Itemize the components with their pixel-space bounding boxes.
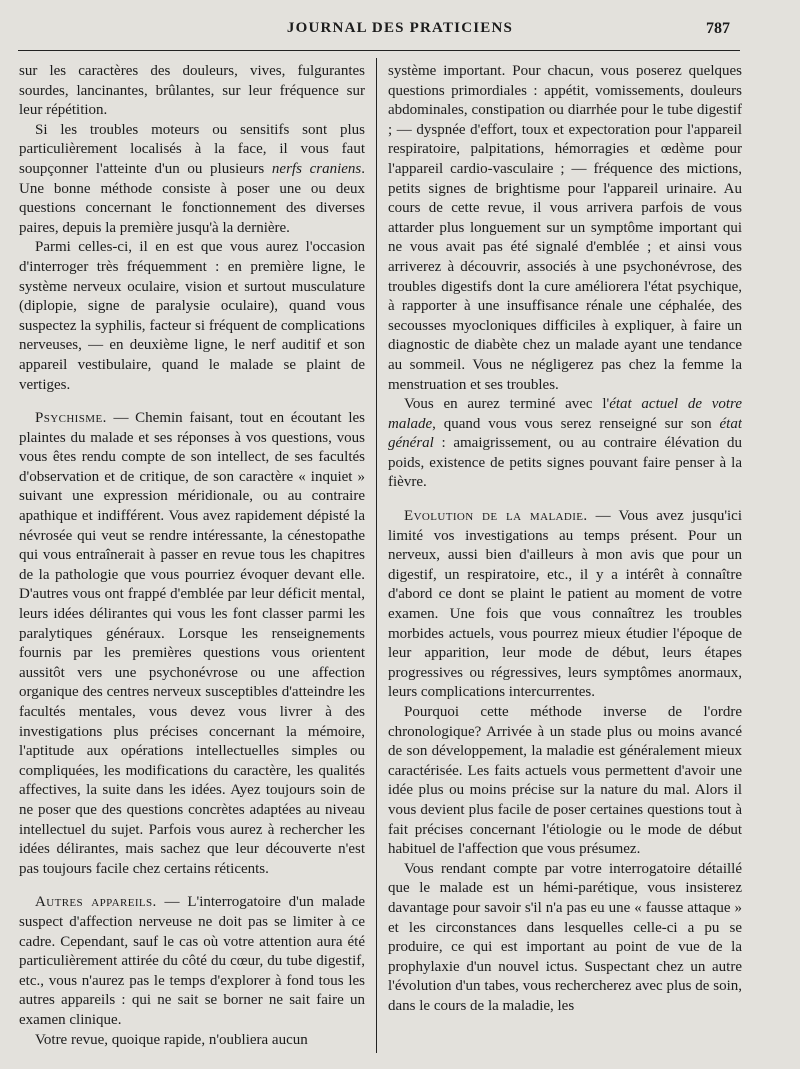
page-header bbox=[0, 12, 800, 42]
italic-term: état général bbox=[388, 415, 742, 452]
page-number: 787 bbox=[706, 20, 730, 37]
section-psychisme bbox=[19, 409, 365, 879]
text-run: , quand vous vous serez renseigné sur son bbox=[432, 415, 720, 432]
paragraph: sur les caractères des douleurs, vives, fulgurantes sourdes, lancinantes, brûlantes, sur leur fréquence sur leur répétition. bbox=[19, 63, 365, 119]
section-autres-appareils bbox=[19, 893, 365, 1030]
paragraph-etat-actuel bbox=[388, 395, 742, 493]
journal-title: JOURNAL DES PRATICIENS bbox=[286, 20, 514, 36]
paragraph-nerfs-craniens bbox=[19, 121, 365, 239]
paragraph: système important. Pour chacun, vous poserez quelques questions primordiales : appétit, vomissements, douleurs abdominales, constipation ou diarrhée pour le tube digestif ; — dyspnée d'effort, toux et expectoration pour l'appareil respiratoire, palpitations, hémorragies et œdème pour l'appareil cardio-vasculaire ; — fréquence des mictions, petits signes de brightisme pour l'appareil urinaire. Au cours de cette revue, il vous arrivera parfois de vous attarder plus longuement sur un symptôme important qui ne vous avait pas été signalé d'emblée ; et ainsi vous arriverez à découvrir, associés à une psychonévrose, des troubles digestifs dont la cure améliorera l'état psychique, à rapporter à une insuffisance rénale une céphalée, des secousses myocloniques difficiles à expliquer, à faire un diagnostic de diabète chez un malade ayant une tendance au sommeil. Vous ne négligerez pas chez la femme la menstruation et ses troubles. bbox=[388, 63, 742, 393]
paragraph: Parmi celles-ci, il en est que vous aurez l'occasion d'interroger très fréquemment : en première ligne, le système nerveux oculaire, vision et surtout musculature (diplopie, signe de paralysie oculaire), quand vous suspectez la syphilis, facteur si fréquent de complications nerveuses, — en deuxième ligne, le nerf auditif et son appareil vestibulaire, quand le malade se plaint de vertiges. bbox=[19, 239, 365, 393]
text-run: . Une bonne méthode consiste à poser une ou deux questions concernant le fonctionnement des diverses paires, depuis la première jusqu'à la dernière. bbox=[19, 160, 365, 236]
italic-term: nerfs craniens bbox=[271, 160, 362, 177]
right-column bbox=[388, 62, 742, 1052]
column-divider bbox=[376, 58, 377, 1053]
section-heading: Evolution de la maladie. bbox=[404, 508, 588, 525]
text-run: : amaigrissement, ou au contraire élévation du poids, existence de petits signes pouvant faire penser à la fièvre. bbox=[388, 435, 742, 491]
section-evolution bbox=[388, 507, 742, 703]
paragraph: Pourquoi cette méthode inverse de l'ordre chronologique? Arrivée à un stade plus ou moins avancé de son développement, la maladie est généralement mieux caractérisée. Les faits actuels vous permettent d'avoir une idée plus ou moins précise sur la nature du mal. Alors il vous devient plus facile de poser certaines questions tout à fait précises concernant l'étiologie ou le mode de début habituel de l'affection que vous présumez. bbox=[388, 704, 742, 858]
header-rule bbox=[18, 50, 740, 51]
text-run: Vous en aurez terminé avec l' bbox=[404, 396, 610, 413]
left-column bbox=[19, 62, 365, 1052]
paragraph: Votre revue, quoique rapide, n'oubliera aucun bbox=[35, 1031, 308, 1048]
section-text: — Chemin faisant, tout en écoutant les plaintes du malade et ses réponses à vos questions, vous vous êtes rendu compte de son intellect, de ses facultés d'observation et de critique, de son caractère « inquiet » suivant une expression méridionale, ou au contraire apathique et indifférent. Vous avez rapidement dépisté la névrosée qui veut se rendre intéressante, la cénestopathe qui vous entraînerait à passer en revue tous les chapitres de la pathologie que vous pourriez évoquer devant elle. D'autres vous ont frappé d'emblée par leur déficit mental, leurs idées délirantes qui vous les font classer parmi les paralytiques généraux. Lorsque les renseignements fournis par les premières questions vous orientent aussitôt vers une psychonévrose ou une affection organique des centres nerveux susceptibles d'atteindre les facultés mentales, vous devez vous livrer à des investigations plus précises concernant la mémoire, l'aptitude aux opérations intellectuelles simples ou compliquées, les modifications du caractère, les qualités affectives, la suite dans les idées. Ayez toujours soin de ne poser que des questions concrètes adaptées au niveau intellectuel du sujet. Parfois vous aurez à rechercher les idées délirantes, mais sachez que leur découverte n'est pas toujours facile chez certains réticents. bbox=[19, 410, 365, 877]
section-heading: Autres appareils. bbox=[35, 894, 157, 911]
section-text: — Vous avez jusqu'ici limité vos investigations au temps présent. Pour un nerveux, aussi bien d'ailleurs à mon avis que pour un digestif, un respiratoire, etc., il y a intérêt à connaître d'abord ce dont se plaint le patient au moment de votre examen. Une fois que vous connaîtrez les troubles morbides actuels, vous pourrez mieux étudier l'époque de leur apparition, leur mode de début, leurs étapes progressives ou régressives, leurs symptômes anormaux, leurs complications intercurrentes. bbox=[388, 508, 742, 701]
text-run: Si les troubles moteurs ou sensitifs sont plus particulièrement localisés à la face, il vous faut soupçonner l'atteinte d'un ou plusieurs bbox=[19, 121, 365, 177]
italic-term: état actuel de votre malade bbox=[388, 396, 742, 432]
paragraph: Vous rendant compte par votre interrogatoire détaillé que le malade est un hémi-parétique, vous insisterez davantage pour savoir s'il n'a pas eu une « fausse attaque » et les circonstances dans lesquelles celle-ci a pu se produire, ce qui est important au point de vue de la prophylaxie d'un nouvel ictus. Suspectant chez un autre l'évolution d'un tabes, vous rechercherez avec plus de soin, dans le cours de la maladie, les bbox=[388, 860, 742, 1014]
section-heading: Psychisme. bbox=[35, 410, 107, 427]
section-text: — L'interrogatoire d'un malade suspect d'affection nerveuse ne doit pas se limiter à ce cadre. Cependant, sauf le cas où votre attention aura été particulièrement attirée du côté du cœur, du tube digestif, etc., vous n'aurez pas le temps d'explorer à fond tous les autres appareils : qui ne sait se borner ne sait faire un examen clinique. bbox=[19, 894, 365, 1028]
